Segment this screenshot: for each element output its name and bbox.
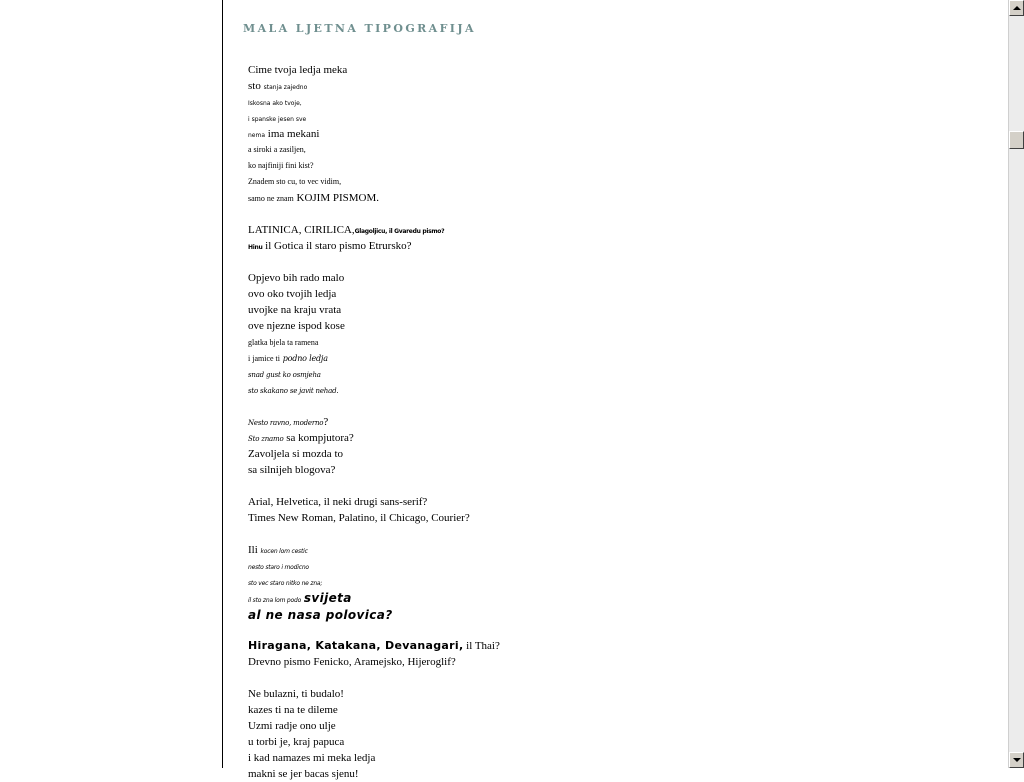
poem-line: nema ima mekani	[248, 128, 320, 140]
poem-line: Arial, Helvetica, il neki drugi sans-serif?	[248, 496, 428, 508]
scrollbar-thumb[interactable]	[1009, 131, 1024, 149]
page-title: MALA LJETNA TIPOGRAFIJA	[243, 22, 476, 35]
arrow-up-icon	[1013, 6, 1021, 10]
poem-line: Nesto ravno, moderno?	[248, 416, 329, 428]
scroll-up-button[interactable]	[1009, 0, 1024, 16]
poem-line: LATINICA, CIRILICA,Glagoljicu, il Gvaredu pismo?	[248, 224, 445, 236]
poem-line: i kad namazes mi meka ledja	[248, 752, 376, 764]
poem-line: il sto zna lom podo svijeta	[248, 591, 352, 605]
poem-line: i jamice ti podno ledja	[248, 354, 328, 363]
poem-line: uvojke na kraju vrata	[248, 304, 342, 316]
poem-line: Znadem sto cu, to vec vidim,	[248, 177, 342, 186]
page-content	[223, 0, 1008, 780]
poem-line: kazes ti na te dileme	[248, 704, 338, 716]
poem-line: Sto znamo sa kompjutora?	[248, 432, 354, 444]
arrow-down-icon	[1013, 758, 1021, 762]
poem-line: snad gust ko osmjeha	[248, 371, 321, 379]
poem-line: Opjevo bih rado malo	[248, 272, 345, 284]
poem-line: sto vec staro nitko ne zna;	[248, 580, 323, 587]
poem-line: Drevno pismo Fenicko, Aramejsko, Hijeroglif?	[248, 656, 456, 668]
poem-line: ove njezne ispod kose	[248, 320, 345, 332]
poem-line: u torbi je, kraj papuca	[248, 736, 345, 748]
left-margin	[0, 0, 222, 768]
poem-line: sa silnijeh blogova?	[248, 464, 336, 476]
poem-line: sto skakano se javit nehad.	[248, 387, 339, 395]
poem-line: a siroki a zasiljen,	[248, 145, 306, 154]
poem-line: Iskosna ako tvoje,	[248, 100, 302, 107]
poem-line: makni se jer bacas sjenu!	[248, 768, 359, 780]
poem-line: Ne bulazni, ti budalo!	[248, 688, 344, 700]
poem-line: sto stanja zajedno	[248, 80, 308, 92]
poem-line: Ili kocen lom cestic	[248, 544, 308, 556]
poem-line: Zavoljela si mozda to	[248, 448, 343, 460]
poem-line: samo ne znam KOJIM PISMOM.	[248, 192, 380, 204]
poem-line: Hiragana, Katakana, Devanagari, il Thai?	[248, 639, 500, 652]
poem-line: Cime tvoja ledja meka	[248, 64, 348, 76]
scroll-down-button[interactable]	[1009, 752, 1024, 768]
poem-line: ovo oko tvojih ledja	[248, 288, 337, 300]
poem-line: Times New Roman, Palatino, il Chicago, Courier?	[248, 512, 470, 524]
poem-line: Uzmi radje ono ulje	[248, 720, 336, 732]
poem	[248, 62, 988, 782]
vertical-scrollbar[interactable]	[1008, 0, 1024, 768]
poem-line: glatka bjela ta ramena	[248, 338, 319, 347]
poem-line: al ne nasa polovica?	[248, 608, 393, 622]
poem-line: ko najfiniji fini kist?	[248, 161, 314, 170]
poem-line: nesto staro i modicno	[248, 564, 309, 571]
poem-line: Hinu il Gotica il staro pismo Etrursko?	[248, 240, 412, 252]
poem-line: i spanske jesen sve	[248, 116, 307, 123]
